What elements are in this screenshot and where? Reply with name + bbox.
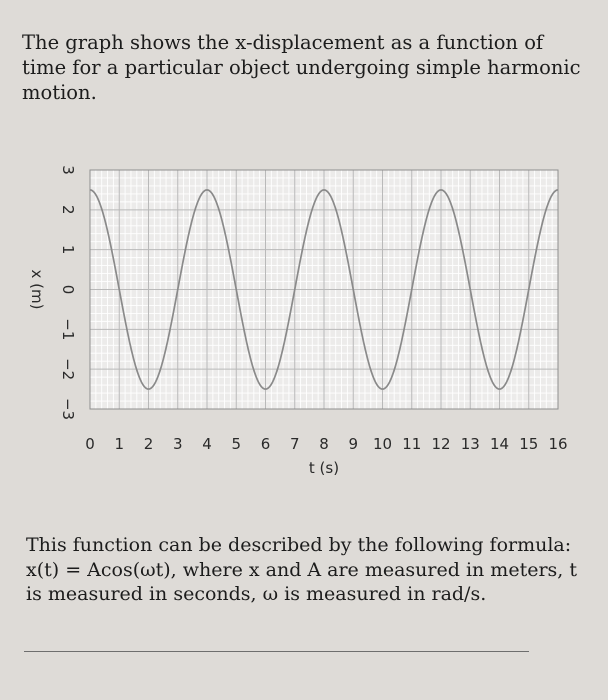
- x-tick-label: 7: [289, 435, 300, 453]
- x-tick-label: 11: [402, 435, 422, 453]
- x-tick-label: 14: [489, 435, 510, 453]
- x-tick-label: 8: [319, 435, 329, 453]
- x-tick-label: 15: [519, 435, 539, 453]
- question-intro: The graph shows the x-displacement as a function of time for a particular object undergoing simple harmonic motion.: [22, 31, 581, 104]
- x-tick-label: 1: [114, 435, 125, 453]
- y-tick-labels: [59, 165, 77, 420]
- x-tick-label: 10: [372, 435, 393, 453]
- y-tick-label: 1: [59, 244, 77, 255]
- x-tick-label: 4: [202, 435, 212, 453]
- x-tick-label: 5: [231, 435, 242, 453]
- formula-description: This function can be described by the following formula: x(t) = Acos(ωt), where x and A are measured in meters, t is measured in seconds, ω is measured in rad/s.: [26, 534, 577, 605]
- y-tick-label: −3: [59, 397, 77, 421]
- x-axis-label: t (s): [308, 459, 340, 477]
- y-tick-label: 3: [59, 165, 77, 175]
- x-tick-label: 13: [460, 435, 480, 453]
- x-tick-label: 0: [85, 435, 95, 453]
- y-tick-label: −1: [59, 318, 77, 341]
- y-tick-label: −2: [59, 358, 77, 381]
- displacement-chart: [0, 150, 608, 495]
- x-tick-label: 3: [172, 435, 183, 453]
- x-tick-label: 6: [260, 435, 271, 453]
- x-tick-label: 16: [548, 435, 568, 453]
- x-tick-label: 12: [431, 435, 451, 453]
- x-tick-labels: [85, 435, 567, 453]
- y-tick-label: 2: [59, 205, 77, 215]
- answer-line: [24, 651, 529, 652]
- x-tick-label: 9: [348, 435, 359, 453]
- y-tick-label: 0: [59, 284, 77, 295]
- x-tick-label: 2: [143, 435, 154, 453]
- y-axis-label: x (m): [28, 269, 46, 310]
